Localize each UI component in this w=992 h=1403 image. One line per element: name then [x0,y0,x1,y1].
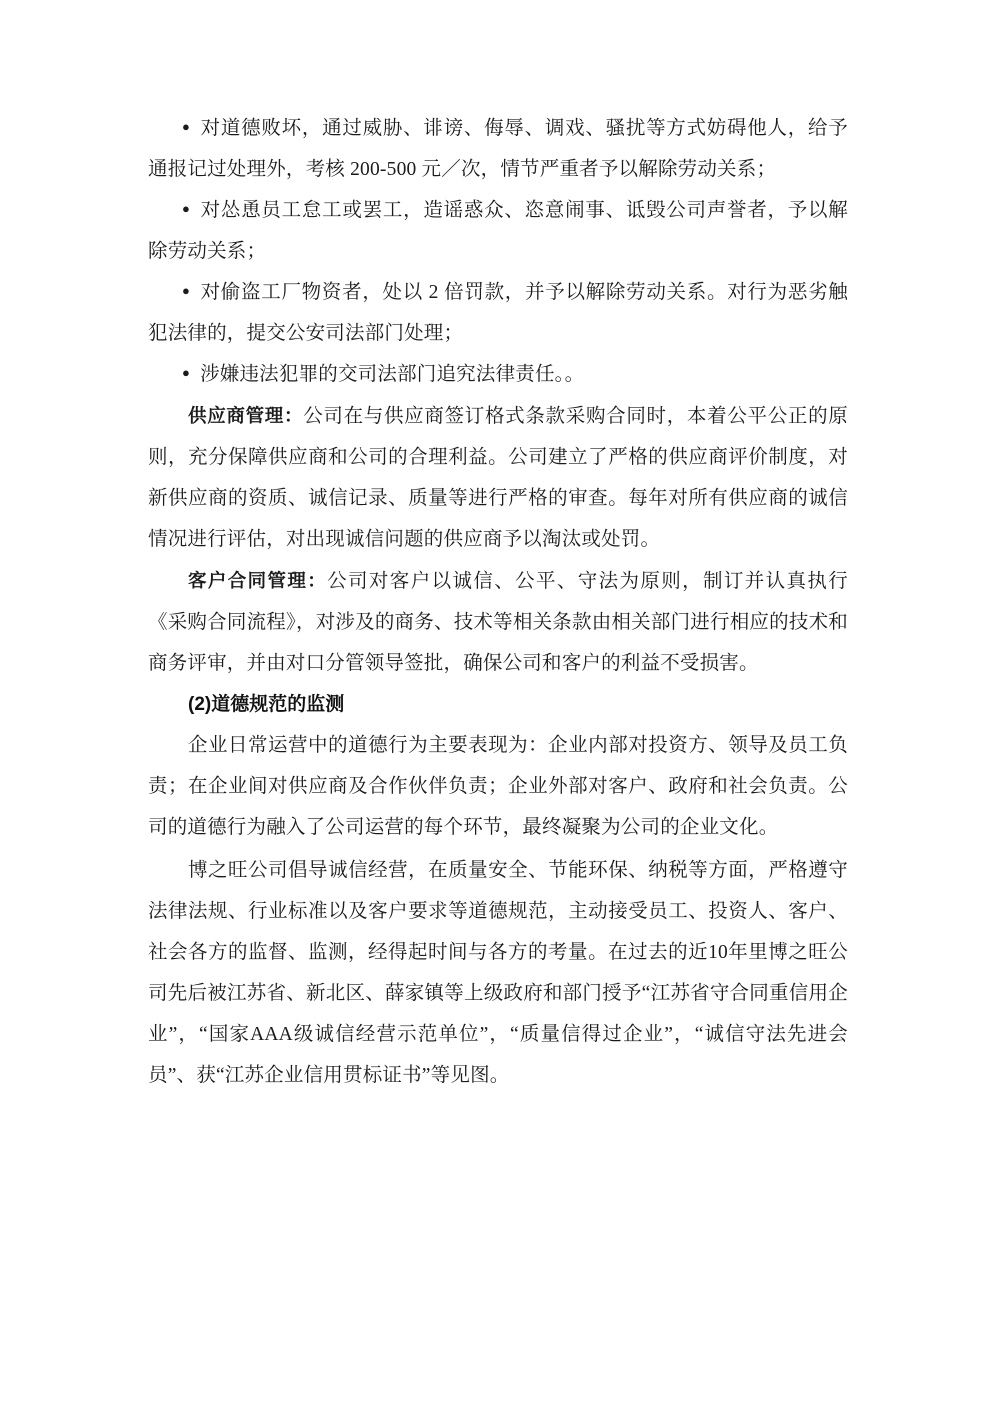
bullet-text: 涉嫌违法犯罪的交司法部门追究法律责任。。 [200,364,585,385]
paragraph-customer-contract-management [148,560,848,684]
bullet-dot-icon: ● [182,119,191,134]
paragraph-body: 公司对客户以诚信、公平、守法为原则，制订并认真执行《采购合同流程》，对涉及的商务、技术等相关条款由相关部门进行相应的技术和商务评审，并由对口分管领导签批，确保公司和客户的利益不受损害。 [148,571,848,674]
section-heading: (2)道德规范的监测 [188,694,345,715]
bullet-dot-icon: ● [182,365,191,380]
bullet-text: 对偷盗工厂物资者，处以 2 倍罚款，并予以解除劳动关系。对行为恶劣触犯法律的，提交公安司法部门处理； [148,282,848,344]
bullet-dot-icon: ● [182,283,191,298]
paragraph-body: 公司在与供应商签订格式条款采购合同时，本着公平公正的原则，充分保障供应商和公司的合理利益。公司建立了严格的供应商评价制度，对新供应商的资质、诚信记录、质量等进行严格的审查。每年对所有供应商的诚信情况进行评估，对出现诚信问题的供应商予以淘汰或处罚。 [148,406,848,550]
bullet-text: 对道德败坏，通过威胁、诽谤、侮辱、调戏、骚扰等方式妨碍他人，给予通报记过处理外，考核 200-500 元／次，情节严重者予以解除劳动关系； [148,118,848,180]
bullet-item [148,272,848,354]
paragraph-lead-label: 供应商管理： [188,405,304,426]
bullet-item [148,354,848,395]
paragraph-company-integrity: 博之旺公司倡导诚信经营，在质量安全、节能环保、纳税等方面，严格遵守法律法规、行业标准以及客户要求等道德规范，主动接受员工、投资人、客户、社会各方的监督、监测，经得起时间与各方的考量。在过去的近10年里博之旺公司先后被江苏省、新北区、薛家镇等上级政府和部门授予“江苏省守合同重信用企业”，“国家AAA级诚信经营示范单位”，“质量信得过企业”，“诚信守法先进会员”、获“江苏企业信用贯标证书”等见图。 [148,860,848,1086]
bullet-item [148,190,848,272]
document-content [148,108,848,1096]
bullet-text: 对怂恿员工怠工或罢工，造谣惑众、恣意闹事、诋毁公司声誉者，予以解除劳动关系； [148,200,848,262]
bullet-item [148,108,848,190]
paragraph-supplier-management [148,395,848,560]
bullet-dot-icon: ● [182,201,191,216]
paragraph-lead-label: 客户合同管理： [188,570,328,591]
paragraph-ethics-monitoring: 企业日常运营中的道德行为主要表现为：企业内部对投资方、领导及员工负责；在企业间对供应商及合作伙伴负责；企业外部对客户、政府和社会负责。公司的道德行为融入了公司运营的每个环节，最终凝聚为公司的企业文化。 [148,735,848,838]
